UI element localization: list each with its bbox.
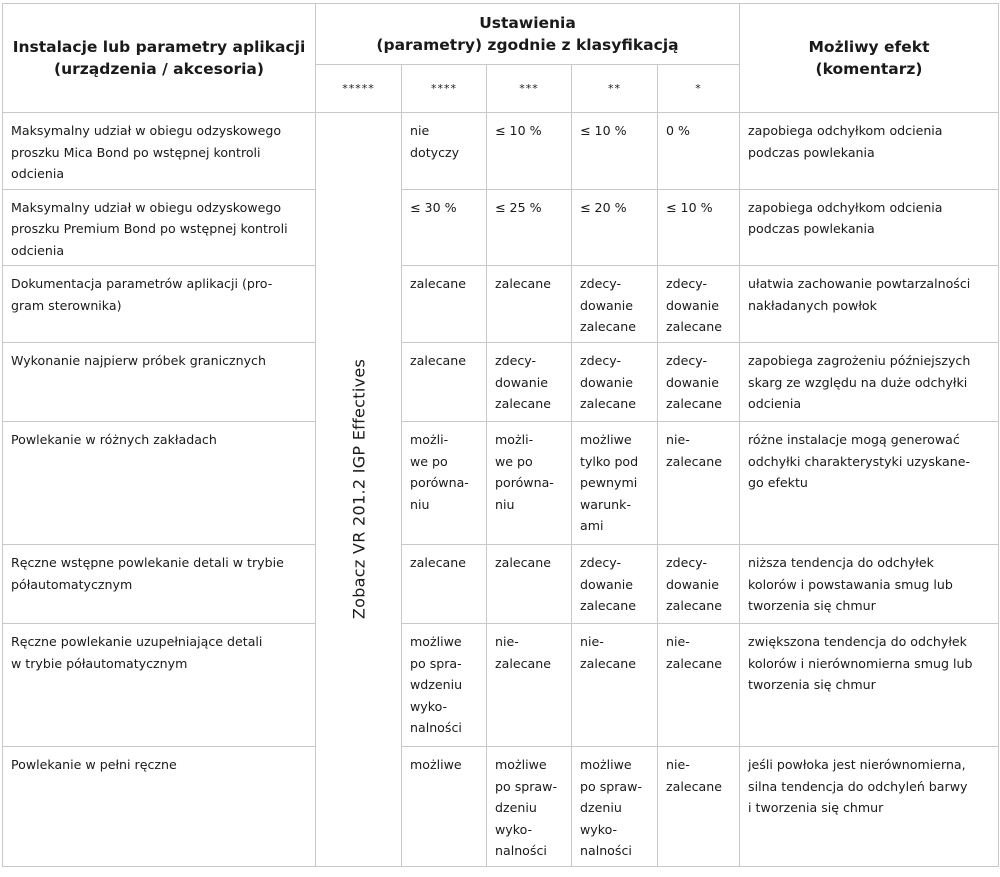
setting-4-star-cell-line: niu	[410, 496, 430, 512]
setting-1-star-cell	[658, 343, 740, 422]
setting-3-star-cell-line: zalecane	[495, 276, 551, 291]
effect-cell	[740, 189, 999, 266]
setting-4-star-cell	[402, 624, 487, 747]
header-settings	[316, 4, 740, 65]
setting-1-star-cell-line: nie-	[666, 634, 690, 649]
parameter-cell-line: Ręczne powlekanie uzupełniające detali	[11, 634, 263, 649]
header-parameters: Instalacje lub parametry aplikacji (urządzenia / akcesoria)	[3, 4, 316, 113]
setting-1-star-cell	[658, 624, 740, 747]
setting-4-star-cell	[402, 747, 487, 867]
effect-cell	[740, 747, 999, 867]
parameter-cell-line: Wykonanie najpierw próbek granicznych	[11, 353, 266, 368]
setting-4-star-cell-line: wyko-	[410, 698, 448, 714]
effect-cell-line: ułatwia zachowanie powtarzalności	[748, 276, 971, 291]
header-stars-2: **	[572, 65, 658, 113]
effect-cell-line: zwiększona tendencja do odchyłek	[748, 634, 967, 649]
setting-2-star-cell	[572, 624, 658, 747]
setting-1-star-cell	[658, 189, 740, 266]
setting-1-star-cell-line: zalecane	[666, 396, 722, 411]
setting-2-star-cell-line: tylko pod	[580, 453, 639, 469]
parameter-cell	[3, 747, 316, 867]
setting-2-star-cell-line: pewnymi	[580, 475, 638, 490]
effect-cell-line: różne instalacje mogą generować	[748, 432, 960, 447]
setting-3-star-cell-line: zdecy-	[495, 353, 537, 368]
parameter-cell	[3, 189, 316, 266]
header-settings-line2: (parametry) zgodnie z klasyfikacją	[376, 36, 679, 54]
setting-2-star-cell-line: nalności	[580, 843, 632, 858]
parameter-cell-line: Ręczne wstępne powlekanie detali w trybie	[11, 555, 284, 570]
table-row	[3, 189, 999, 266]
setting-2-star-cell-line: dowanie	[580, 297, 633, 313]
setting-1-star-cell-line: nie-	[666, 432, 690, 447]
setting-3-star-cell-line: ≤ 25 %	[495, 199, 542, 215]
setting-4-star-cell	[402, 113, 487, 190]
setting-3-star-cell	[487, 189, 572, 266]
parameter-cell	[3, 343, 316, 422]
setting-1-star-cell-line: dowanie	[666, 297, 719, 313]
parameter-cell-line: gram sterownika)	[11, 297, 122, 313]
setting-2-star-cell-line: zalecane	[580, 319, 636, 334]
setting-2-star-cell	[572, 422, 658, 545]
parameter-cell	[3, 266, 316, 343]
effect-cell	[740, 343, 999, 422]
setting-4-star-cell	[402, 422, 487, 545]
setting-1-star-cell-line: zdecy-	[666, 353, 708, 368]
effect-cell-line: kolorów i powstawania smug lub	[748, 576, 953, 592]
table-row	[3, 266, 999, 343]
setting-1-star-cell-line: zdecy-	[666, 276, 708, 291]
setting-2-star-cell-line: warunk-	[580, 496, 631, 512]
parameter-cell-line: Dokumentacja parametrów aplikacji (pro-	[11, 276, 273, 291]
table-row	[3, 422, 999, 545]
setting-4-star-cell-line: wdzeniu	[410, 677, 463, 692]
table-row	[3, 624, 999, 747]
table-row	[3, 545, 999, 624]
setting-3-star-cell-line: po spraw-	[495, 778, 557, 794]
setting-1-star-cell-line: 0 %	[666, 123, 690, 138]
setting-4-star-cell	[402, 545, 487, 624]
setting-1-star-cell-line: ≤ 10 %	[666, 199, 713, 215]
setting-4-star-cell-line: ≤ 30 %	[410, 199, 457, 215]
header-settings-line1: Ustawienia	[479, 14, 576, 32]
effect-cell-line: i tworzenia się chmur	[748, 800, 884, 815]
setting-1-star-cell	[658, 422, 740, 545]
setting-1-star-cell-line: zalecane	[666, 655, 722, 671]
setting-3-star-cell-line: porówna-	[495, 475, 554, 490]
setting-3-star-cell-line: możli-	[495, 432, 534, 447]
parameter-cell-line: odcienia	[11, 166, 65, 181]
setting-4-star-cell-line: zalecane	[410, 353, 466, 368]
setting-2-star-cell-line: nie-	[580, 634, 604, 649]
setting-4-star-cell-line: po spra-	[410, 655, 462, 671]
setting-1-star-cell-line: nie-	[666, 757, 690, 772]
effect-cell-line: tworzenia się chmur	[748, 677, 876, 692]
parameter-cell-line: proszku Mica Bond po wstępnej kontroli	[11, 144, 261, 160]
setting-2-star-cell-line: dzeniu	[580, 800, 622, 815]
setting-3-star-cell-line: zalecane	[495, 555, 551, 570]
setting-2-star-cell-line: zalecane	[580, 396, 636, 411]
effect-cell-line: skarg ze względu na duże odchyłki	[748, 374, 968, 390]
setting-4-star-cell-line: możliwe	[410, 634, 462, 649]
effect-cell-line: kolorów i nierównomierna smug lub	[748, 655, 973, 671]
effect-cell-line: odchyłki charakterystyki uzyskane-	[748, 453, 970, 469]
setting-1-star-cell-line: zalecane	[666, 778, 722, 794]
parameter-cell	[3, 422, 316, 545]
setting-2-star-cell-line: zalecane	[580, 598, 636, 613]
setting-1-star-cell	[658, 545, 740, 624]
parameter-cell	[3, 113, 316, 190]
setting-2-star-cell	[572, 747, 658, 867]
effect-cell-line: podczas powlekania	[748, 144, 875, 160]
effect-cell-line: zapobiega odchyłkom odcienia	[748, 199, 943, 215]
setting-2-star-cell-line: możliwe	[580, 757, 632, 772]
setting-4-star-cell-line: dotyczy	[410, 144, 460, 160]
setting-2-star-cell-line: dowanie	[580, 576, 633, 592]
parameter-cell-line: proszku Premium Bond po wstępnej kontroli	[11, 221, 288, 236]
setting-4-star-cell	[402, 189, 487, 266]
setting-2-star-cell	[572, 343, 658, 422]
setting-3-star-cell-line: zalecane	[495, 396, 551, 411]
effect-cell-line: odcienia	[748, 396, 802, 411]
header-stars-1: *	[658, 65, 740, 113]
setting-2-star-cell-line: ≤ 10 %	[580, 123, 627, 138]
parameter-cell-line: Powlekanie w różnych zakładach	[11, 432, 217, 447]
header-stars-3: ***	[487, 65, 572, 113]
setting-2-star-cell-line: zdecy-	[580, 276, 622, 291]
effect-cell-line: silna tendencja do odchyleń barwy	[748, 778, 968, 794]
parameter-cell-line: półautomatycznym	[11, 576, 133, 592]
setting-2-star-cell-line: wyko-	[580, 821, 618, 837]
setting-1-star-cell-line: dowanie	[666, 576, 719, 592]
setting-4-star-cell	[402, 343, 487, 422]
setting-4-star-cell-line: we po	[410, 453, 448, 469]
effect-cell	[740, 624, 999, 747]
header-effect-line2: (komentarz)	[815, 60, 923, 78]
effect-cell	[740, 545, 999, 624]
header-effect	[740, 4, 999, 113]
vertical-reference-note: Zobacz VR 201.2 IGP Effectives	[348, 359, 368, 620]
table-row	[3, 113, 999, 190]
header-effect-line1: Możliwy efekt	[808, 38, 930, 56]
table-row	[3, 747, 999, 867]
setting-3-star-cell-line: dzeniu	[495, 800, 537, 815]
setting-4-star-cell-line: możliwe	[410, 757, 462, 772]
setting-3-star-cell	[487, 747, 572, 867]
parameter-cell-line: w trybie półautomatycznym	[11, 655, 188, 671]
effect-cell-line: nakładanych powłok	[748, 297, 877, 313]
effect-cell-line: tworzenia się chmur	[748, 598, 876, 613]
parameter-cell	[3, 545, 316, 624]
setting-2-star-cell-line: dowanie	[580, 374, 633, 390]
setting-1-star-cell	[658, 747, 740, 867]
header-stars-5: *****	[316, 65, 402, 113]
classification-table	[2, 3, 999, 867]
setting-3-star-cell	[487, 266, 572, 343]
parameter-cell	[3, 624, 316, 747]
effect-cell	[740, 266, 999, 343]
setting-4-star-cell-line: nalności	[410, 720, 462, 735]
setting-2-star-cell-line: ≤ 20 %	[580, 199, 627, 215]
parameter-cell-line: Powlekanie w pełni ręczne	[11, 757, 177, 772]
header-stars-4: ****	[402, 65, 487, 113]
setting-2-star-cell-line: ami	[580, 518, 604, 533]
setting-3-star-cell	[487, 343, 572, 422]
five-star-reference-cell	[316, 113, 402, 867]
setting-3-star-cell	[487, 624, 572, 747]
setting-2-star-cell-line: możliwe	[580, 432, 632, 447]
setting-2-star-cell	[572, 113, 658, 190]
setting-4-star-cell-line: nie	[410, 123, 430, 138]
parameter-cell-line: odcienia	[11, 242, 65, 258]
setting-4-star-cell-line: możli-	[410, 432, 449, 447]
setting-3-star-cell	[487, 113, 572, 190]
table-row	[3, 343, 999, 422]
setting-1-star-cell-line: zalecane	[666, 598, 722, 613]
setting-2-star-cell	[572, 266, 658, 343]
setting-1-star-cell-line: zalecane	[666, 453, 722, 469]
setting-3-star-cell-line: nie-	[495, 634, 519, 649]
setting-4-star-cell-line: zalecane	[410, 555, 466, 570]
effect-cell-line: zapobiega zagrożeniu późniejszych	[748, 353, 971, 368]
effect-cell-line: niższa tendencja do odchyłek	[748, 555, 934, 570]
effect-cell-line: jeśli powłoka jest nierównomierna,	[748, 757, 966, 772]
setting-1-star-cell	[658, 113, 740, 190]
setting-3-star-cell-line: ≤ 10 %	[495, 123, 542, 138]
setting-1-star-cell-line: zalecane	[666, 319, 722, 334]
setting-2-star-cell-line: zalecane	[580, 655, 636, 671]
setting-4-star-cell	[402, 266, 487, 343]
setting-3-star-cell-line: wyko-	[495, 821, 533, 837]
setting-3-star-cell-line: dowanie	[495, 374, 548, 390]
setting-3-star-cell-line: zalecane	[495, 655, 551, 671]
effect-cell	[740, 113, 999, 190]
table-body	[3, 113, 999, 867]
setting-3-star-cell-line: możliwe	[495, 757, 547, 772]
setting-2-star-cell-line: zdecy-	[580, 353, 622, 368]
effect-cell-line: zapobiega odchyłkom odcienia	[748, 123, 943, 138]
setting-3-star-cell-line: we po	[495, 453, 533, 469]
classification-table-wrapper	[2, 3, 999, 867]
parameter-cell-line: Maksymalny udział w obiegu odzyskowego	[11, 199, 282, 215]
effect-cell-line: go efektu	[748, 475, 808, 490]
setting-2-star-cell-line: po spraw-	[580, 778, 642, 794]
setting-3-star-cell	[487, 422, 572, 545]
setting-1-star-cell	[658, 266, 740, 343]
setting-4-star-cell-line: porówna-	[410, 475, 469, 490]
effect-cell-line: podczas powlekania	[748, 221, 875, 236]
setting-1-star-cell-line: dowanie	[666, 374, 719, 390]
setting-3-star-cell-line: nalności	[495, 843, 547, 858]
setting-2-star-cell-line: zdecy-	[580, 555, 622, 570]
setting-2-star-cell	[572, 189, 658, 266]
setting-1-star-cell-line: zdecy-	[666, 555, 708, 570]
setting-4-star-cell-line: zalecane	[410, 276, 466, 291]
setting-3-star-cell-line: niu	[495, 496, 515, 512]
effect-cell	[740, 422, 999, 545]
setting-2-star-cell	[572, 545, 658, 624]
parameter-cell-line: Maksymalny udział w obiegu odzyskowego	[11, 123, 282, 138]
setting-3-star-cell	[487, 545, 572, 624]
